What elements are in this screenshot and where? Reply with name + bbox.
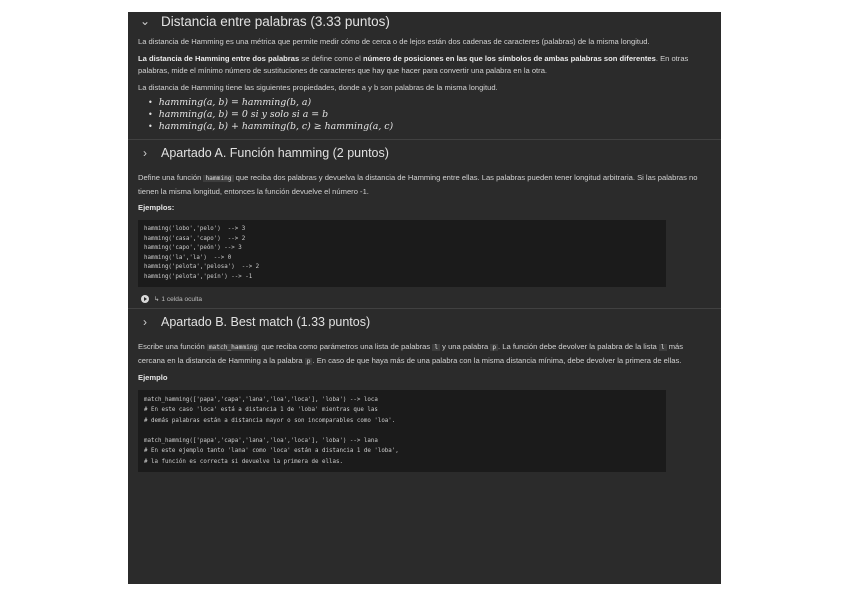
section-header-apartado-b[interactable] <box>128 309 721 335</box>
list-item: • hamming(a, b) = 0 si y solo si a = b <box>148 109 329 120</box>
intro-paragraph: La distancia de Hamming es una métrica que permite medir cómo de cerca o de lejos están dos cadenas de caracteres (palabras) de la misma longitud. <box>138 37 650 46</box>
list-item: • hamming(a, b) = hamming(b, a) <box>148 97 312 108</box>
list-item: • hamming(a, b) + hamming(b, c) ≥ hamming(a, c) <box>148 121 394 132</box>
hidden-cells-label: ↳ 1 celda oculta <box>154 296 203 303</box>
section-header-apartado-a[interactable] <box>128 140 721 166</box>
section-title: Distancia entre palabras (3.33 puntos) <box>161 13 390 29</box>
notebook-page <box>128 12 721 584</box>
section-header-distancia[interactable] <box>128 12 721 30</box>
code-block-examples: hamming('lobo','pelo') --> 3 hamming('casa','capo') --> 2 hamming('capo','peón') --> 3 hamming('la','la') --> 0 hamming('pelota','pelosa') --> 2 hamming('pelota','peín') --> -1 <box>138 220 666 287</box>
chevron-right-icon[interactable]: › <box>143 315 147 329</box>
section-title: Apartado A. Función hamming (2 puntos) <box>161 146 389 160</box>
apartado-a-description: Define una función hamming que reciba dos palabras y devuelva la distancia de Hamming entre ellas. Las palabras pueden tener longitud arbitraria. Si las palabras no tienen la misma longitud, entonces la función devuelve el número -1. <box>138 173 698 196</box>
play-icon[interactable] <box>141 295 149 303</box>
example-label: Ejemplo <box>138 373 168 382</box>
section-title: Apartado B. Best match (1.33 puntos) <box>161 315 371 329</box>
chevron-down-icon[interactable]: ⌄ <box>139 14 151 28</box>
properties-list <box>128 97 721 133</box>
examples-label: Ejemplos: <box>138 203 175 212</box>
code-block-example: match_hamming(['papa','capa','lana','loa','loca'], 'loba') --> loca # En este caso 'loca' está a distancia 1 de 'loba' mientras que las # demás palabras están a distancia mayor o son incomparables como 'loa'. match_hamming(['papa','capa','lana','loa','loca'], 'loba') --> lana # En este ejemplo tanto 'lana' como 'loca' están a distancia 1 de 'loba', # la función es correcta si devuelve la primera de ellas. <box>138 390 666 472</box>
hidden-cells-toggle[interactable] <box>128 290 721 308</box>
properties-intro: La distancia de Hamming tiene las siguientes propiedades, donde a y b son palabras de la misma longitud. <box>138 82 498 92</box>
apartado-b-description: Escribe una función match_hamming que reciba como parámetros una lista de palabras l y una palabra p . La función debe devolver la palabra de la lista l más cercana en la distancia de Hamming a la palabra p . En caso de que haya más de una palabra con la misma distancia mínima, debe devolver la primera de ellas. <box>138 342 684 365</box>
chevron-right-icon[interactable]: › <box>143 146 147 160</box>
definition-paragraph: La distancia de Hamming entre dos palabras se define como el número de posiciones en las que los símbolos de ambas palabras son diferentes. En otras palabras, mide el mínimo número de sustituciones de caracteres que hay que hacer para convertir una palabra en la otra. <box>138 53 689 75</box>
